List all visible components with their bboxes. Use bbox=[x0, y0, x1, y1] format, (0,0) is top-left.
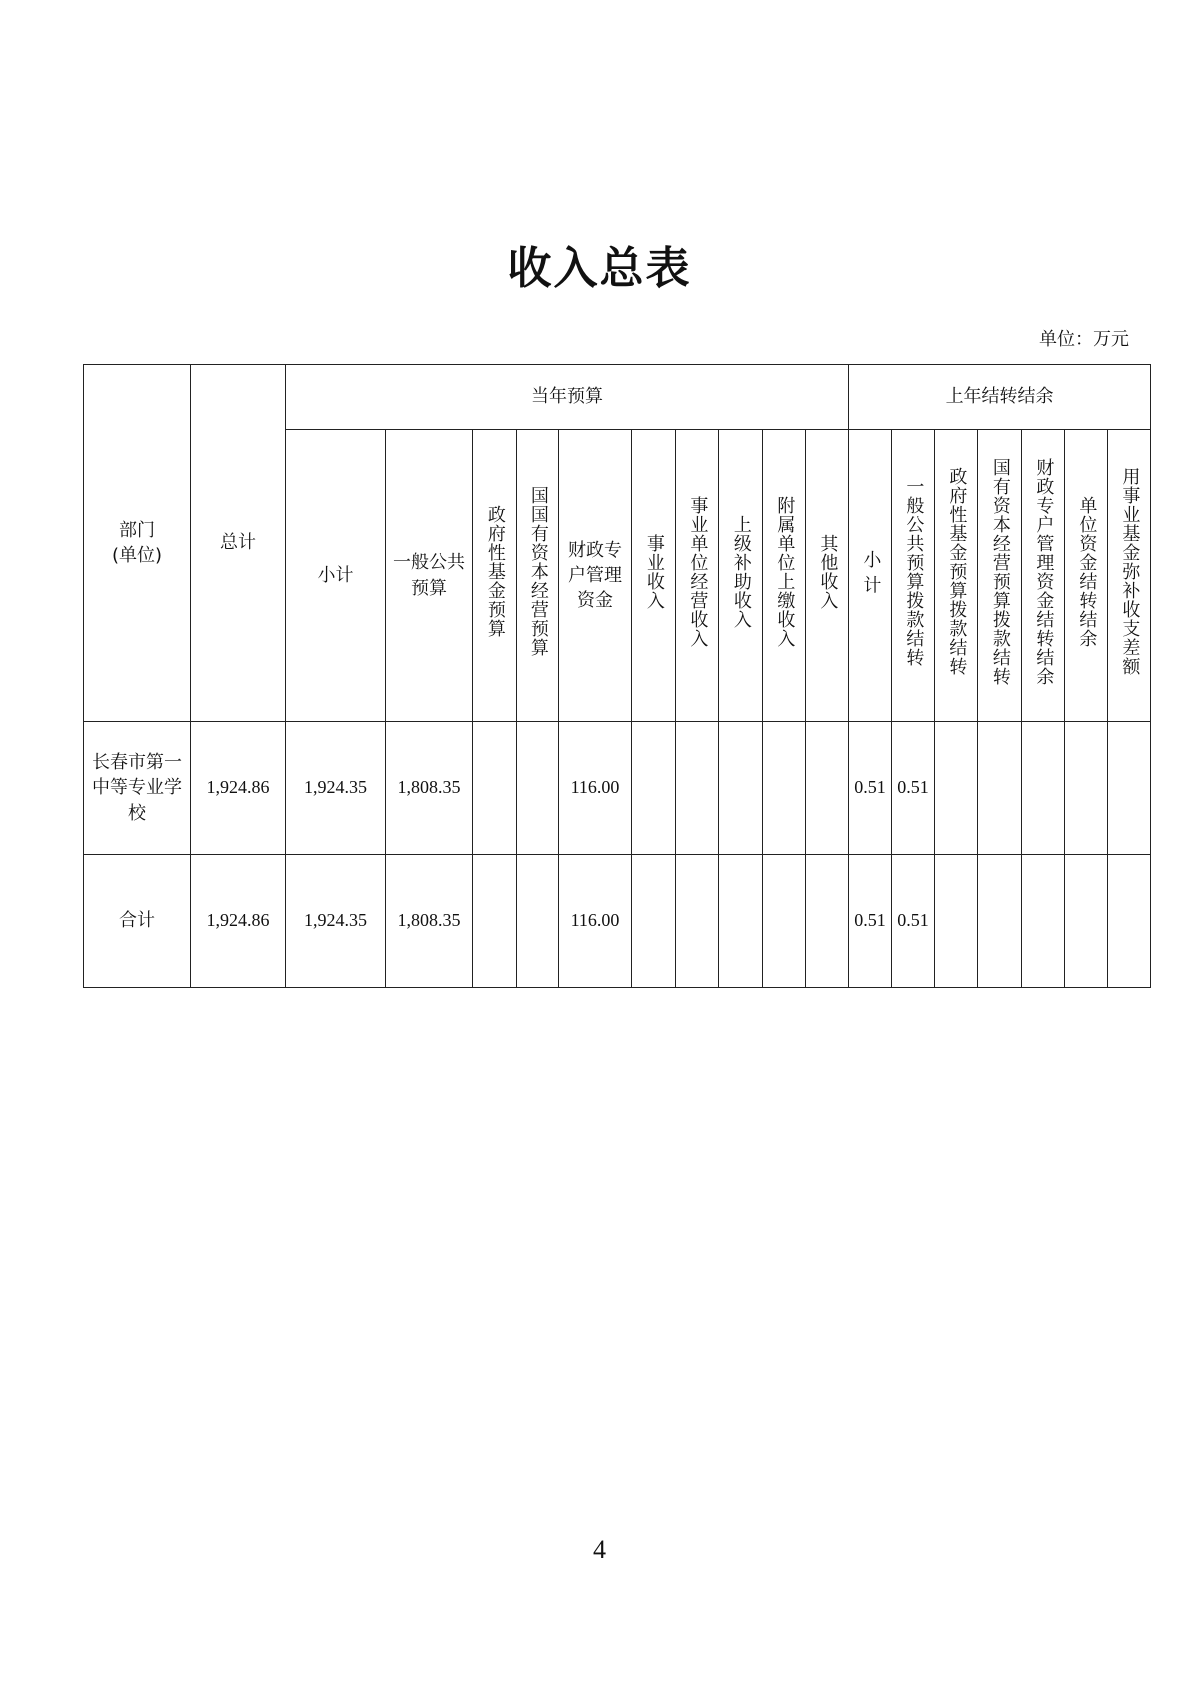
current-value-cell: 1,924.35 bbox=[286, 855, 386, 988]
prior-value-cell bbox=[978, 722, 1022, 855]
current-budget-col-header: 其他收入 bbox=[806, 430, 849, 722]
dept-cell: 合计 bbox=[84, 855, 191, 988]
page-number: 4 bbox=[593, 1535, 606, 1564]
dept-cell: 长春市第一中等专业学校 bbox=[84, 722, 191, 855]
current-budget-col-header: 事业单位经营收入 bbox=[676, 430, 719, 722]
current-value-cell: 1,808.35 bbox=[386, 855, 473, 988]
prior-value-cell bbox=[1022, 855, 1065, 988]
prior-value-cell: 0.51 bbox=[892, 855, 935, 988]
total-cell: 1,924.86 bbox=[191, 722, 286, 855]
prior-value-cell bbox=[935, 855, 978, 988]
header-total: 总计 bbox=[191, 365, 286, 722]
prior-value-cell bbox=[1022, 722, 1065, 855]
header-prior-year-carryover: 上年结转结余 bbox=[849, 365, 1151, 430]
current-budget-col-header: 附属单位上缴收入 bbox=[763, 430, 806, 722]
current-value-cell bbox=[763, 855, 806, 988]
current-budget-col-header: 上级补助收入 bbox=[719, 430, 763, 722]
prior-carryover-col-header: 政府性基金预算拨款结转 bbox=[935, 430, 978, 722]
unit-label: 单位：万元 bbox=[1039, 329, 1129, 350]
table-body bbox=[84, 722, 1151, 988]
current-budget-col-header: 事业收入 bbox=[632, 430, 676, 722]
page-title: 收入总表 bbox=[507, 243, 692, 294]
current-value-cell bbox=[473, 855, 517, 988]
current-value-cell bbox=[632, 855, 676, 988]
current-value-cell bbox=[632, 722, 676, 855]
prior-carryover-col-header: 国有资本经营预算拨款结转 bbox=[978, 430, 1022, 722]
current-budget-col-header: 小计 bbox=[286, 430, 386, 722]
header-current-year-budget: 当年预算 bbox=[286, 365, 849, 430]
header-dept: 部门 (单位) bbox=[84, 365, 191, 722]
current-value-cell: 1,808.35 bbox=[386, 722, 473, 855]
prior-carryover-col-header: 一般公共预算拨款结转 bbox=[892, 430, 935, 722]
current-value-cell bbox=[719, 722, 763, 855]
current-value-cell bbox=[517, 722, 559, 855]
income-summary-table bbox=[83, 364, 1151, 988]
current-budget-col-header: 一般公共预算 bbox=[386, 430, 473, 722]
current-value-cell bbox=[763, 722, 806, 855]
prior-carryover-col-header: 财政专户管理资金结转结余 bbox=[1022, 430, 1065, 722]
current-value-cell bbox=[676, 722, 719, 855]
prior-value-cell: 0.51 bbox=[892, 722, 935, 855]
current-value-cell: 1,924.35 bbox=[286, 722, 386, 855]
prior-value-cell bbox=[1065, 722, 1108, 855]
prior-carryover-col-header: 小 计 bbox=[849, 430, 892, 722]
prior-value-cell bbox=[1108, 855, 1151, 988]
prior-value-cell: 0.51 bbox=[849, 855, 892, 988]
prior-value-cell bbox=[935, 722, 978, 855]
current-value-cell bbox=[517, 855, 559, 988]
current-value-cell bbox=[806, 855, 849, 988]
current-value-cell: 116.00 bbox=[559, 722, 632, 855]
prior-value-cell bbox=[1065, 855, 1108, 988]
prior-carryover-col-header: 单位资金结转结余 bbox=[1065, 430, 1108, 722]
table-row bbox=[84, 722, 1151, 855]
prior-value-cell: 0.51 bbox=[849, 722, 892, 855]
current-value-cell bbox=[473, 722, 517, 855]
current-budget-col-header: 财政专户管理资金 bbox=[559, 430, 632, 722]
prior-value-cell bbox=[1108, 722, 1151, 855]
prior-carryover-col-header: 用事业基金弥补收支差额 bbox=[1108, 430, 1151, 722]
prior-value-cell bbox=[978, 855, 1022, 988]
current-value-cell: 116.00 bbox=[559, 855, 632, 988]
current-budget-col-header: 政府性基金预算 bbox=[473, 430, 517, 722]
current-value-cell bbox=[676, 855, 719, 988]
current-value-cell bbox=[719, 855, 763, 988]
current-budget-col-header: 国国有资本经营预算 bbox=[517, 430, 559, 722]
current-value-cell bbox=[806, 722, 849, 855]
total-cell: 1,924.86 bbox=[191, 855, 286, 988]
table-row bbox=[84, 855, 1151, 988]
